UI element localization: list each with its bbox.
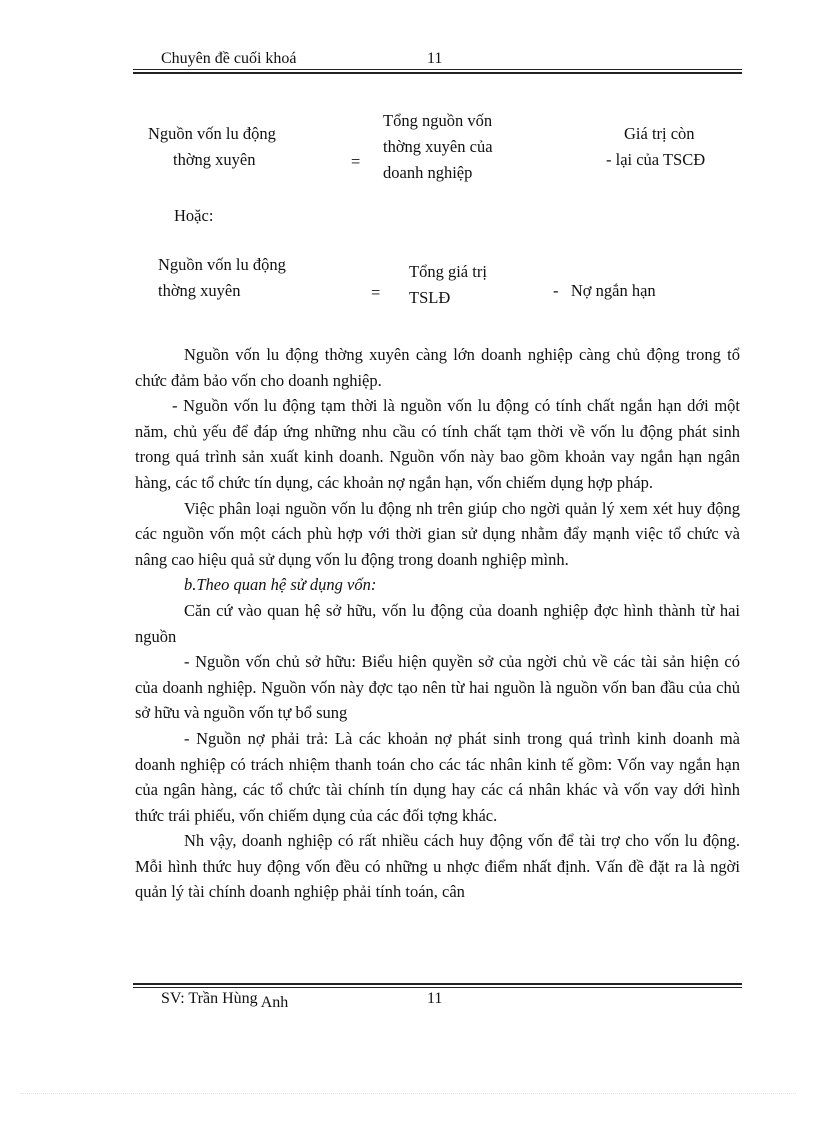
footer-rule-top <box>133 983 742 985</box>
section-heading: b.Theo quan hệ sử dụng vốn: <box>184 575 377 595</box>
paragraph-2: - Nguồn vốn lu động tạm thời là nguồn vốn lu động có tính chất ngắn hạn dới một năm, chủ yếu để đáp ứng những nhu cầu có tính chất tạm thời về vốn lu động phát sinh trong quá trình sản xuất kinh doanh. Nguồn vốn này bao gồm khoản vay ngắn hạn ngân hàng, các tổ chức tín dụng, các khoản nợ ngắn hạn, vốn chiếm dụng hợp pháp. <box>135 396 740 492</box>
formula-2-equals: = <box>371 283 381 302</box>
formula-1-left-line-1: Nguồn vốn lu động <box>148 124 276 143</box>
footer-author <box>161 990 289 1011</box>
or-label: Hoặc: <box>174 206 214 225</box>
paragraph-3: Việc phân loại nguồn vốn lu động nh trên giúp cho ngời quản lý xem xét huy động các nguồn vốn một cách phù hợp với thời gian sử dụng nhằm đẩy mạnh việc tổ chức và nâng cao hiệu quả sử dụng vốn lu động trong doanh nghiệp mình. <box>135 498 740 569</box>
paragraph-1: Nguồn vốn lu động thờng xuyên càng lớn doanh nghiệp càng chủ động trong tổ chức đảm bảo vốn cho doanh nghiệp. <box>135 345 740 390</box>
paragraph-7: Nh vậy, doanh nghiệp có rất nhiều cách huy động vốn để tài trợ cho vốn lu động. Mỗi hình thức huy động vốn đều có những u nhợc điểm nhất định. Vấn đề đặt ra là ngời quản lý tài chính doanh nghiệp phải tính toán, cân <box>135 831 740 902</box>
formula-1-middle-line-3: doanh nghiệp <box>383 163 473 182</box>
formula-2-left <box>158 252 358 304</box>
formula-1-middle <box>383 108 563 186</box>
footer-author-prefix: SV: Trần Hùng <box>161 990 258 1007</box>
formula-1-middle-line-1: Tổng nguồn vốn <box>383 111 493 130</box>
header-rule-top <box>133 69 742 70</box>
paragraph-4: Căn cứ vào quan hệ sở hữu, vốn lu động của doanh nghiệp đợc hình thành từ hai nguồn <box>135 600 740 646</box>
formula-1-left-line-2: thờng xuyên <box>173 150 256 169</box>
body-text <box>135 342 740 905</box>
footer-page-number: 11 <box>427 990 443 1007</box>
header-rule-bottom <box>133 72 742 74</box>
footer-rule-bottom <box>133 987 742 988</box>
paragraph-5: - Nguồn vốn chủ sở hữu: Biểu hiện quyền sở của ngời chủ về các tài sản hiện có của doanh nghiệp. Nguồn vốn này đợc tạo nên từ hai nguồn là nguồn vốn ban đầu của chủ sở hữu và nguồn vốn tự bổ sung <box>135 652 740 723</box>
formula-1-right <box>606 121 746 173</box>
formula-1-right-line-2: - lại của TSCĐ <box>606 150 706 169</box>
formula-2-left-line-2: thờng xuyên <box>158 281 241 300</box>
formula-2-right: - Nợ ngắn hạn <box>553 281 656 300</box>
formula-2-middle-line-1: Tổng giá trị <box>409 262 487 281</box>
page-bottom-dotted-line <box>20 1093 796 1094</box>
formula-1-middle-line-2: thờng xuyên của <box>383 137 493 156</box>
formula-2-middle-line-2: TSLĐ <box>409 288 451 307</box>
formula-2-left-line-1: Nguồn vốn lu động <box>158 255 286 274</box>
paragraph-6: - Nguồn nợ phải trả: Là các khoản nợ phát sinh trong quá trình kinh doanh mà doanh nghiệp có trách nhiệm thanh toán cho các tác nhân kinh tế gồm: Vốn vay ngắn hạn của ngân hàng, các tổ chức tài chính tín dụng hay các cá nhân khác và vốn vay dới hình thức trái phiếu, vốn chiếm dụng của các đối tợng khác. <box>135 728 740 825</box>
formula-1-right-line-1: Giá trị còn <box>624 124 695 143</box>
header-page-number: 11 <box>427 50 443 67</box>
formula-1-left <box>148 121 348 173</box>
formula-1-equals: = <box>351 152 361 171</box>
footer-author-suffix: Anh <box>260 994 289 1011</box>
formula-2-middle <box>409 259 559 311</box>
header-title: Chuyên đề cuối khoá <box>161 50 297 67</box>
